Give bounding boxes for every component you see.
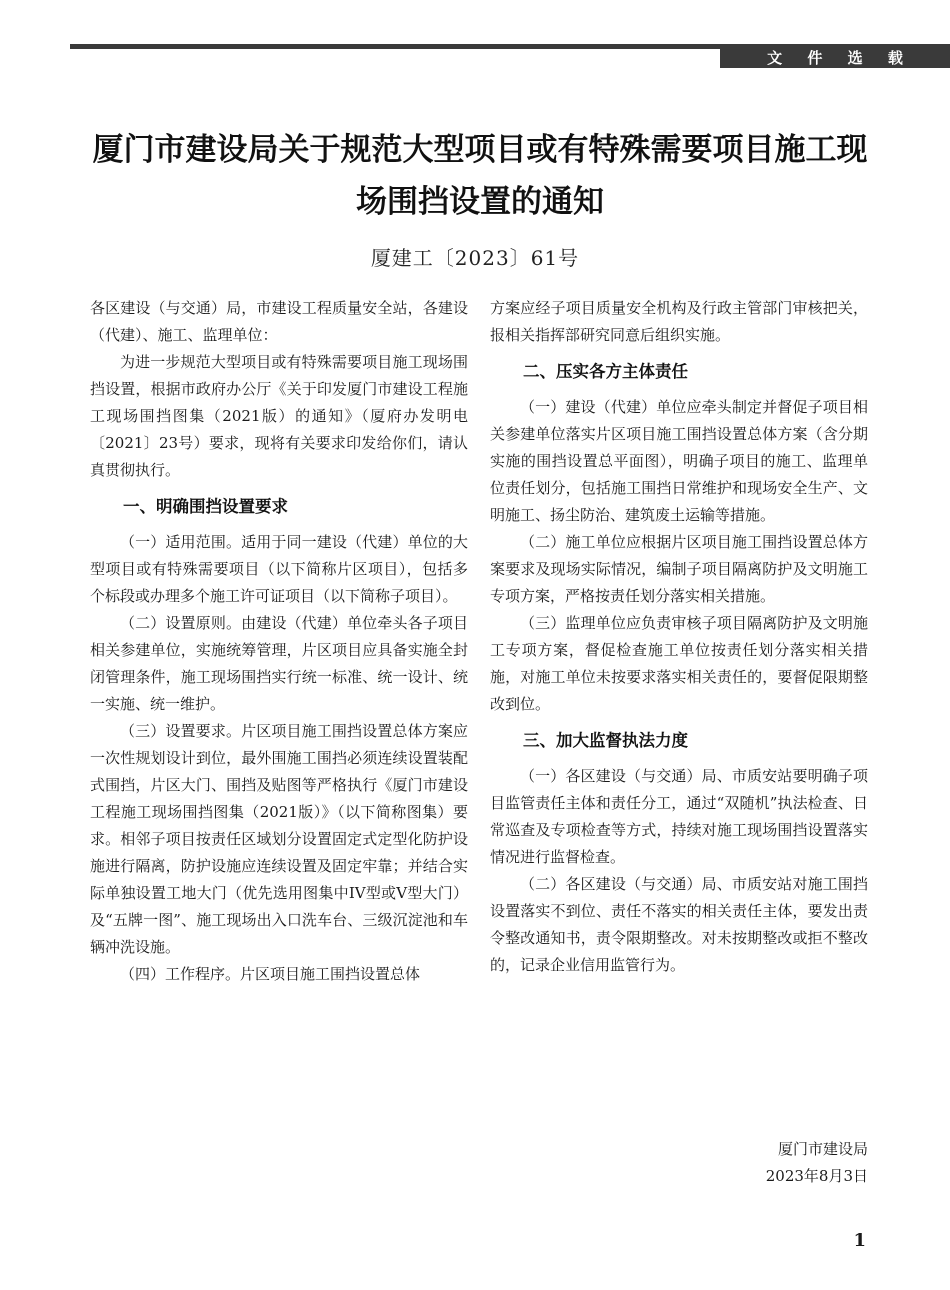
body-paragraph: （二）各区建设（与交通）局、市质安站对施工围挡设置落实不到位、责任不落实的相关责任主体，要发出责令整改通知书，责令限期整改。对未按期整改或拒不整改的，记录企业信用监管行为。 — [490, 875, 868, 974]
section-heading: 三、加大监督执法力度 — [523, 731, 688, 750]
right-column — [490, 295, 868, 979]
body-paragraph: （一）各区建设（与交通）局、市质安站要明确子项目监管责任主体和责任分工，通过“双随机”执法检查、日常巡查及专项检查等方式，持续对施工现场围挡设置落实情况进行监督检查。 — [490, 767, 868, 866]
signature-block — [700, 1136, 868, 1190]
section-heading: 一、明确围挡设置要求 — [123, 497, 288, 516]
body-paragraph: （四）工作程序。片区项目施工围挡设置总体 — [120, 965, 421, 983]
issuer-name: 厦门市建设局 — [777, 1140, 868, 1158]
intro-paragraph: 为进一步规范大型项目或有特殊需要项目施工现场围挡设置，根据市政府办公厅《关于印发厦门市建设工程施工现场围挡图集（2021版）的通知》（厦府办发明电〔2021〕23号）要求，现将有关要求印发给你们，请认真贯彻执行。 — [90, 353, 468, 479]
salutation: 各区建设（与交通）局，市建设工程质量安全站，各建设（代建）、施工、监理单位： — [90, 299, 468, 344]
body-paragraph: （三）监理单位应负责审核子项目隔离防护及文明施工专项方案，督促检查施工单位按责任划分落实相关措施，对施工单位未按要求落实相关责任的，要督促限期整改到位。 — [490, 614, 868, 713]
issue-date: 2023年8月3日 — [765, 1167, 868, 1185]
document-number: 厦建工〔2023〕61号 — [370, 246, 580, 270]
body-paragraph: （一）适用范围。适用于同一建设（代建）单位的大型项目或有特殊需要项目（以下简称片区项目），包括多个标段或办理多个施工许可证项目（以下简称子项目）。 — [90, 533, 468, 605]
section-label: 文 件 选 载 — [720, 49, 950, 68]
body-paragraph: （一）建设（代建）单位应牵头制定并督促子项目相关参建单位落实片区项目施工围挡设置总体方案（含分期实施的围挡设置总平面图），明确子项目的施工、监理单位责任划分，包括施工围挡日常维护和现场安全生产、文明施工、扬尘防治、建筑废土运输等措施。 — [490, 398, 868, 524]
section-heading: 二、压实各方主体责任 — [523, 362, 688, 381]
left-column — [90, 295, 468, 988]
document-title: 厦门市建设局关于规范大型项目或有特殊需要项目施工现场围挡设置的通知 — [92, 132, 868, 220]
body-paragraph-continued: 方案应经子项目质量安全机构及行政主管部门审核把关，报相关指挥部研究同意后组织实施。 — [490, 299, 868, 344]
page-number: 1 — [853, 1230, 866, 1251]
body-paragraph: （二）设置原则。由建设（代建）单位牵头各子项目相关参建单位，实施统筹管理，片区项目应具备实施全封闭管理条件，施工现场围挡实行统一标准、统一设计、统一实施、统一维护。 — [90, 614, 468, 713]
body-paragraph: （三）设置要求。片区项目施工围挡设置总体方案应一次性规划设计到位，最外围施工围挡必须连续设置装配式围挡，片区大门、围挡及贴图等严格执行《厦门市建设工程施工现场围挡图集（2021版）》（以下简称图集）要求。相邻子项目按责任区域划分设置固定式定型化防护设施进行隔离，防护设施应连续设置及固定牢靠；并结合实际单独设置工地大门（优先选用图集中IV型或V型大门）及“五牌一图”、施工现场出入口洗车台、三级沉淀池和车辆冲洗设施。 — [90, 722, 468, 956]
body-paragraph: （二）施工单位应根据片区项目施工围挡设置总体方案要求及现场实际情况，编制子项目隔离防护及文明施工专项方案，严格按责任划分落实相关措施。 — [490, 533, 868, 605]
